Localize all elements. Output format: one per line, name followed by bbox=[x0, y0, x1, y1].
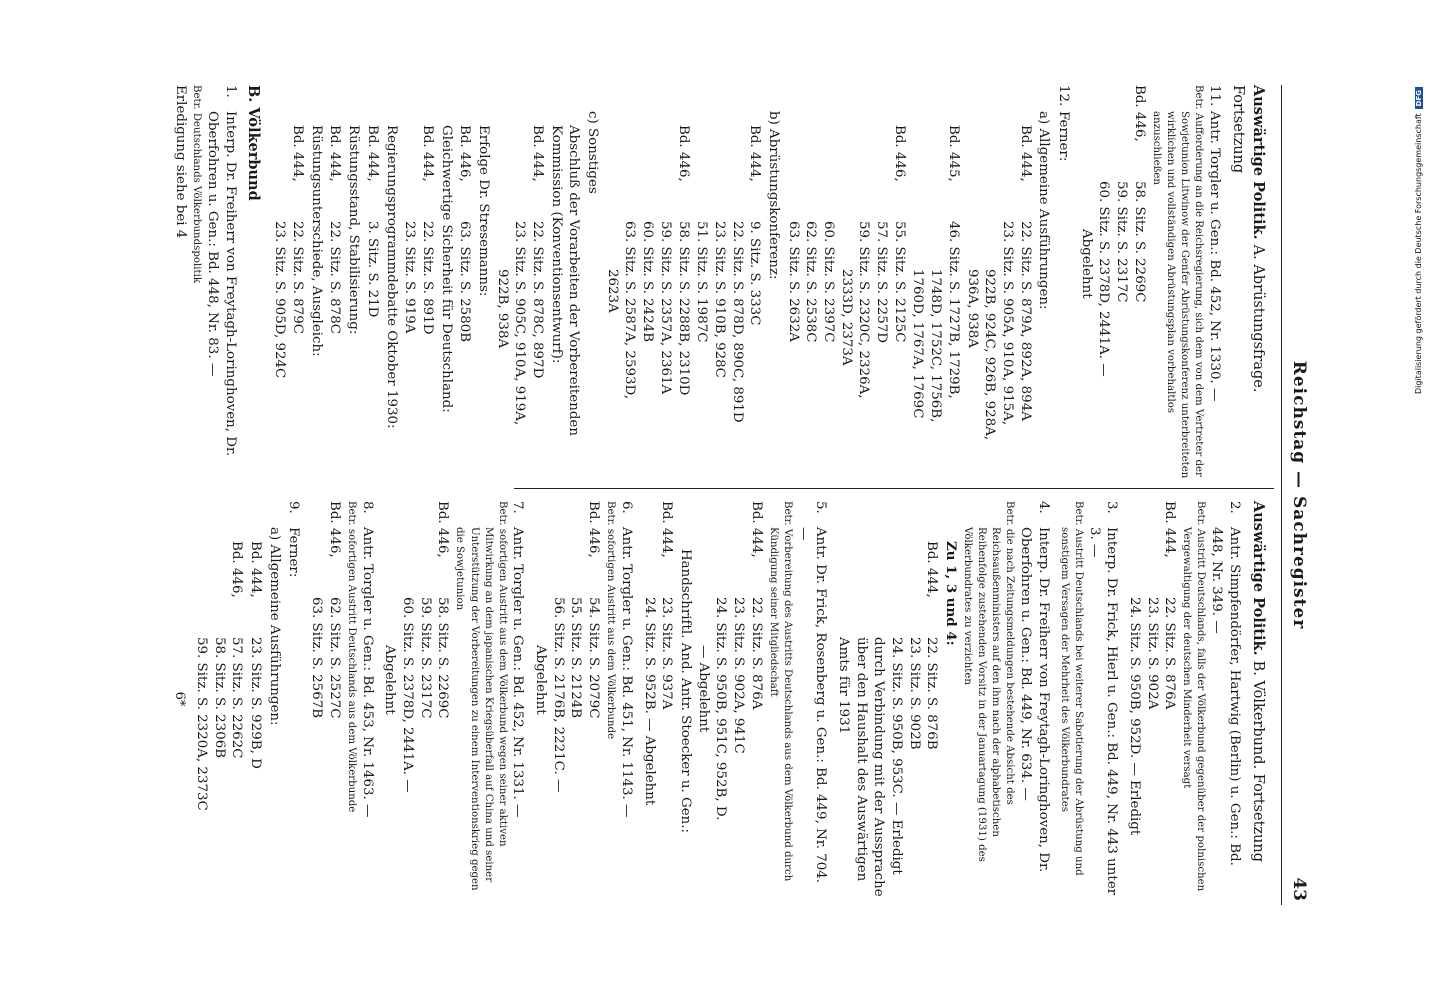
entry-note: Betr. die nach Zeitungsmeldungen bestehende Absicht des Reichsaußenministers auf den ihm nach der alphabetischen Reihenfolge zustehenden Vorsitz in der Januartagung (1931) des Völkerbundrates zu verzichten bbox=[962, 501, 1016, 862]
section-heading bbox=[1228, 85, 1268, 481]
sitting-ref: 22. Sitz. S. 879A, 892A, 894A bbox=[1017, 221, 1033, 421]
sitting-ref: 23. Sitz. S. 937A bbox=[659, 597, 675, 710]
topic-title: Abschluß der Vorarbeiten der Vorbereitenden Kommission (Konventionsentwurf): bbox=[548, 125, 582, 436]
sitting-ref: 46. Sitz. S. 1727B, 1729B, bbox=[945, 221, 961, 399]
volume-ref: Bd. 444, bbox=[748, 501, 764, 558]
sitting-ref: 22. Sitz. S. 876A bbox=[1162, 597, 1178, 710]
topic-title: Rüstungsunterschiede, Ausgleich: bbox=[308, 125, 324, 357]
entry-number: 9. bbox=[286, 501, 302, 514]
entry-8 bbox=[308, 501, 376, 897]
c-entry bbox=[326, 85, 362, 481]
entry-number: 2. bbox=[1226, 501, 1242, 514]
sitting-ref: 22. Sitz. S. 878C, 897D bbox=[530, 221, 546, 379]
volume-ref: Bd. 446, bbox=[326, 501, 342, 558]
entry-note: Betr. sofortigen Austritt aus dem Völkerbunde bbox=[605, 501, 617, 740]
combined-label: Zu 1, 3 und 4: bbox=[943, 541, 960, 646]
volume-ref: Bd. 444, bbox=[364, 125, 380, 182]
signature-mark: 6* bbox=[172, 691, 188, 707]
reference-group bbox=[1077, 85, 1148, 481]
sitting-ref: 936A, 938A bbox=[964, 269, 980, 348]
entry-lead: Antr. Dr. Frick, Rosenberg u. Gen.: Bd. 449, Nr. 704. — bbox=[795, 527, 829, 884]
right-column bbox=[171, 501, 1268, 897]
entry-note: Betr. sofortigen Austritt aus dem Völkerbund wegen seiner aktiven Mitwirkung an dem japanischen Kriegsüberfall auf China und seiner Unterstützung der Vorbereitungen zu einem Interventionskrieg gegen die Sowjetunion bbox=[454, 501, 508, 891]
entry-note: Betr. Austritt Deutschlands, falls der Völkerbund gegenüber der polnischen Vergewaltigung der deutschen Minderheit versagt bbox=[1181, 501, 1207, 892]
reference-group bbox=[693, 125, 764, 481]
volume-ref: Bd. 446, bbox=[1131, 85, 1147, 142]
c-entry bbox=[271, 85, 325, 481]
volume-ref: Bd. 444, bbox=[747, 125, 763, 182]
sitting-ref: 2333D, 2373A bbox=[838, 269, 854, 366]
entry-9 bbox=[285, 501, 303, 897]
sitting-ref: 63. Sitz. S. 2567B bbox=[309, 597, 325, 719]
sitting-ref: 60. Sitz. S. 2378D, 2441A. — bbox=[400, 597, 416, 793]
subheading-a: a) Allgemeine Ausführungen: bbox=[266, 527, 282, 726]
page-number: 43 bbox=[1289, 877, 1309, 901]
sitting-ref: 56. Sitz. S. 2176B, 2221C. — bbox=[550, 597, 566, 793]
sitting-ref: 23. Sitz. S. 910B, 928C bbox=[711, 221, 727, 378]
reference-group bbox=[909, 125, 962, 481]
section-heading bbox=[1248, 501, 1268, 897]
sitting-ref: 60. Sitz. S. 2378D, 2441A. — bbox=[1096, 181, 1112, 377]
sitting-ref: 23. Sitz. S. 905D, 924C bbox=[272, 221, 288, 379]
sitting-ref: 59. Sitz. S. 2357A, 2361A bbox=[657, 221, 673, 395]
sitting-ref: 59. Sitz. S. 2317C bbox=[1114, 181, 1130, 303]
entry-number: 4. bbox=[1035, 501, 1051, 514]
sitting-ref: 57. Sitz. S. 2257D bbox=[874, 221, 890, 343]
sitting-ref: 22. Sitz. S. 876A bbox=[748, 597, 764, 710]
sitting-ref: 58. Sitz. S. 2306B bbox=[211, 637, 227, 759]
rotated-register-page bbox=[110, 85, 1310, 905]
sitting-ref: 922B, 938A bbox=[494, 269, 510, 349]
entry-lead: Antr. Simpfendörfer, Hartwig (Berlin) u. Gen.: Bd. 448, Nr. 349. — bbox=[1209, 527, 1242, 866]
entry-number: 6. bbox=[618, 501, 634, 514]
entry-note: Betr. Austritt Deutschlands bei weiterer Sabotierung der Abrüstung und sonstigem Versagen der Mehrheit des Völkerbundrates bbox=[1058, 501, 1084, 876]
page-header bbox=[1284, 85, 1310, 905]
sitting-ref: 59. Sitz. S. 2317C bbox=[417, 597, 433, 719]
volume-ref: Bd. 444, bbox=[419, 125, 435, 182]
entry-number: 1. bbox=[222, 85, 238, 98]
result-text: Abgelehnt bbox=[382, 645, 398, 715]
entry-number: 11. bbox=[1206, 85, 1222, 107]
entry-4 bbox=[960, 501, 1052, 897]
entry-lead: Antr. Torgler u. Gen.: Bd. 453, Nr. 1463. — bbox=[359, 527, 375, 818]
sitting-ref: 63. Sitz. S. 2587A, 2593D, bbox=[622, 221, 638, 400]
entry-lead: Antr. Torgler u. Gen.: Bd. 451, Nr. 1143. — bbox=[618, 527, 634, 818]
amendment-lead: Handschriftl. And. Antr. Stoecker u. Gen.: bbox=[677, 549, 693, 834]
sitting-ref: 23. Sitz. S. 905C, 910A, 919A, bbox=[512, 221, 528, 426]
sitting-ref: 57. Sitz. S. 2262C bbox=[229, 637, 245, 759]
sitting-ref: 24. Sitz. S. 952B. — Abgelehnt bbox=[641, 597, 657, 806]
reference-group bbox=[963, 125, 1034, 481]
entry-2 bbox=[1125, 501, 1243, 897]
entry-lead: Interp. Dr. Freiherr von Freytagh-Loringhoven, Dr. Oberfohren u. Gen.: Bd. 449, Nr. 634. — bbox=[1018, 527, 1051, 873]
topic-title: Gleichwertige Sicherheit für Deutschland: bbox=[438, 125, 454, 413]
volume-ref: Bd. 446, bbox=[435, 501, 451, 558]
sitting-ref: 60. Sitz. S. 2424B bbox=[640, 221, 656, 343]
left-column bbox=[171, 85, 1268, 481]
sitting-ref: 22. Sitz. S. 891D bbox=[419, 221, 435, 335]
sitting-ref: 23. Sitz. S. 902A, 941C bbox=[731, 597, 747, 754]
entry-number: 8. bbox=[359, 501, 375, 514]
volume-ref: Bd. 446, bbox=[891, 125, 907, 182]
column-divider bbox=[514, 488, 1274, 489]
sitting-ref: 58. Sitz. S. 2269C bbox=[435, 597, 451, 719]
sitting-ref: 24. Sitz. S. 950B, 952D. — Erledigt bbox=[1126, 597, 1142, 836]
sitting-ref: 54. Sitz. S. 2079C bbox=[586, 597, 602, 719]
sitting-ref: 24. Sitz. S. 950B, 951C, 952B, D. bbox=[713, 597, 729, 821]
sitting-ref: 58. Sitz. S. 2288B, 2310D bbox=[675, 221, 691, 396]
sitting-ref: 55. Sitz. S. 2124B bbox=[568, 597, 584, 719]
entry-lead: Interp. Dr. Frick, Hierl u. Gen.: Bd. 449, Nr. 443 unter 3. — bbox=[1086, 527, 1120, 896]
volume-ref: Bd. 444, bbox=[659, 501, 675, 558]
volume-ref: Bd. 444, bbox=[248, 541, 264, 598]
sitting-ref: 22. Sitz. S. 878D, 890C, 891D bbox=[729, 221, 745, 423]
sitting-ref: 23. Sitz. S. 919A bbox=[402, 221, 418, 334]
sitting-ref: 23. Sitz. S. 929B, D bbox=[248, 637, 264, 769]
sitting-ref: — Abgelehnt bbox=[695, 645, 711, 733]
sitting-ref: 22. Sitz. S. 879C bbox=[290, 221, 306, 334]
sitting-ref: 62. Sitz. S. 2538C bbox=[803, 221, 819, 343]
section-b-heading: B. Völkerbund bbox=[244, 85, 262, 201]
header-rule bbox=[1281, 85, 1282, 905]
topic-title: Erfolge Dr. Stresemanns: bbox=[476, 125, 491, 297]
sitting-ref: 23. Sitz. S. 905A, 910A, 915A, bbox=[999, 221, 1015, 426]
section-subtitle: B. Völkerbund. Fortsetzung bbox=[1250, 660, 1266, 862]
sitting-ref: 1748D, 1752C, 1756B, bbox=[928, 269, 944, 423]
volume-ref: Bd. 444, bbox=[924, 541, 940, 598]
volume-ref: Bd. 446, bbox=[457, 125, 473, 182]
sitting-ref: 2623A bbox=[604, 269, 620, 313]
topic-title: Regierungsprogrammdebatte Oktober 1930: bbox=[383, 125, 399, 429]
result-text: Abgelehnt bbox=[1078, 229, 1094, 299]
sitting-ref: 9. Sitz. S. 333C bbox=[747, 221, 763, 326]
entry-lead: Ferner: bbox=[1056, 111, 1071, 162]
entry-result: Erledigung siehe bei 4 bbox=[173, 85, 189, 239]
sitting-ref: 51. Sitz. S. 1987C bbox=[694, 221, 710, 343]
digitization-note: Digitalisierung gefördert durch die Deutsche Forschungsgemeinschaft bbox=[1414, 113, 1423, 394]
sitting-ref: 22. Sitz. S. 876B bbox=[924, 637, 940, 750]
reference-group bbox=[603, 125, 691, 481]
entry-lead: Interp. Dr. Freiherr von Freytagh-Loringhoven, Dr. Oberfohren u. Gen.: Bd. 448, Nr. 83. — bbox=[204, 111, 238, 457]
sitting-ref: 23. Sitz. S. 902B bbox=[906, 637, 922, 750]
c-entry bbox=[456, 85, 492, 481]
sitting-ref: 60. Sitz. S. 2397C bbox=[821, 221, 837, 343]
running-title: Reichstag — Sachregister bbox=[1289, 360, 1309, 630]
subheading-a: a) Allgemeine Ausführungen: bbox=[1036, 111, 1052, 310]
sitting-ref: 62. Sitz. S. 2527C bbox=[326, 597, 342, 719]
sitting-ref: 55. Sitz. S. 2125C bbox=[891, 221, 907, 343]
sitting-ref: 58. Sitz. S. 2269C bbox=[1131, 181, 1147, 303]
sitting-ref: 23. Sitz. S. 902A bbox=[1144, 597, 1160, 710]
sitting-ref: 922B, 924C, 926B, 928A, bbox=[982, 269, 998, 441]
entry-7 bbox=[381, 501, 527, 897]
entry-lead: Ferner: bbox=[286, 527, 302, 578]
entry-6 bbox=[531, 501, 635, 897]
c-entry bbox=[493, 85, 582, 481]
volume-ref: Bd. 446, bbox=[229, 541, 245, 598]
entry-note: Betr. Vorbereitung des Austritts Deutschlands aus dem Völkerbund durch Kündigung seiner Mitgliedschaft bbox=[767, 501, 793, 882]
volume-ref: Bd. 446, bbox=[675, 125, 691, 182]
sitting-ref: 63. Sitz. S. 2580B bbox=[457, 221, 473, 343]
c-entry bbox=[401, 85, 455, 481]
section-title: Auswärtige Politik. bbox=[1250, 501, 1267, 656]
result-text: Abgelehnt bbox=[533, 645, 549, 715]
entry-note: Betr. Aufforderung an die Reichsregierung, sich dem von dem Vertreter der Sowjetunion Litwinow der Genfer Abrüstungskonferenz unterbreiteten wirklichen und vollständigen Abrüstungsplan vorbehaltlos anzuschließen bbox=[1150, 85, 1205, 479]
sitting-ref: 22. Sitz. S. 878C bbox=[327, 221, 343, 334]
section-subtitle: A. Abrüstungsfrage. Fortsetzung bbox=[1229, 85, 1266, 393]
topic-title: Rüstungsstand, Stabilisierung: bbox=[346, 125, 362, 335]
sitting-ref: 59. Sitz. S. 2320A, 2373C bbox=[194, 637, 210, 811]
sitting-ref: 24. Sitz. S. 950B, 953C. — Erledigt durch Verbindung mit der Aussprache über den Haushalt des Auswärtigen Amts für 1931 bbox=[835, 637, 904, 897]
reference-group bbox=[784, 125, 908, 481]
sitting-ref: 3. Sitz. S. 21D bbox=[364, 221, 380, 318]
entry-number: 7. bbox=[510, 501, 526, 514]
sitting-ref: 63. Sitz. S. 2632A bbox=[785, 221, 801, 342]
sitting-ref: 1760D, 1767A, 1769C bbox=[910, 269, 926, 419]
subheading-b: b) Abrüstungskonferenz: bbox=[766, 111, 781, 280]
volume-ref: Bd. 444, bbox=[290, 125, 306, 182]
volume-ref: Bd. 444, bbox=[327, 125, 343, 182]
subheading-c: c) Sonstiges bbox=[585, 111, 601, 194]
c-entry bbox=[363, 85, 399, 481]
entry-12 bbox=[1054, 85, 1072, 481]
entry-number: 5. bbox=[813, 501, 829, 514]
entry-11 bbox=[1077, 85, 1223, 481]
section-title: Auswärtige Politik. bbox=[1250, 85, 1267, 240]
sitting-ref: 59. Sitz. S. 2320C, 2326A, bbox=[856, 221, 872, 399]
volume-ref: Bd. 444, bbox=[1017, 125, 1033, 182]
volume-ref: Bd. 444, bbox=[530, 125, 546, 182]
entry-lead: Antr. Torgler u. Gen.: Bd. 452, Nr. 1331. — bbox=[510, 527, 526, 818]
dfg-logo: DFG bbox=[1415, 87, 1423, 109]
volume-ref: Bd. 446, bbox=[586, 501, 602, 558]
volume-ref: Bd. 444, bbox=[1162, 501, 1178, 558]
combined-ref bbox=[834, 501, 959, 897]
entry-lead: Antr. Torgler u. Gen.: Bd. 452, Nr. 1330. — bbox=[1206, 111, 1222, 402]
entry-note: Betr. sofortigen Austritt Deutschlands aus dem Völkerbunde bbox=[345, 501, 357, 813]
volume-ref: Bd. 445, bbox=[945, 125, 961, 182]
entry-number: 12. bbox=[1056, 85, 1071, 107]
digitization-sidebar bbox=[1412, 6, 1432, 396]
entry-5 bbox=[640, 501, 829, 897]
entry-number: 3. bbox=[1104, 501, 1120, 514]
entry-3 bbox=[1057, 501, 1121, 897]
entry-note: Betr. Deutschlands Völkerbundspolitik bbox=[191, 85, 203, 284]
entry-b1 bbox=[171, 85, 238, 481]
